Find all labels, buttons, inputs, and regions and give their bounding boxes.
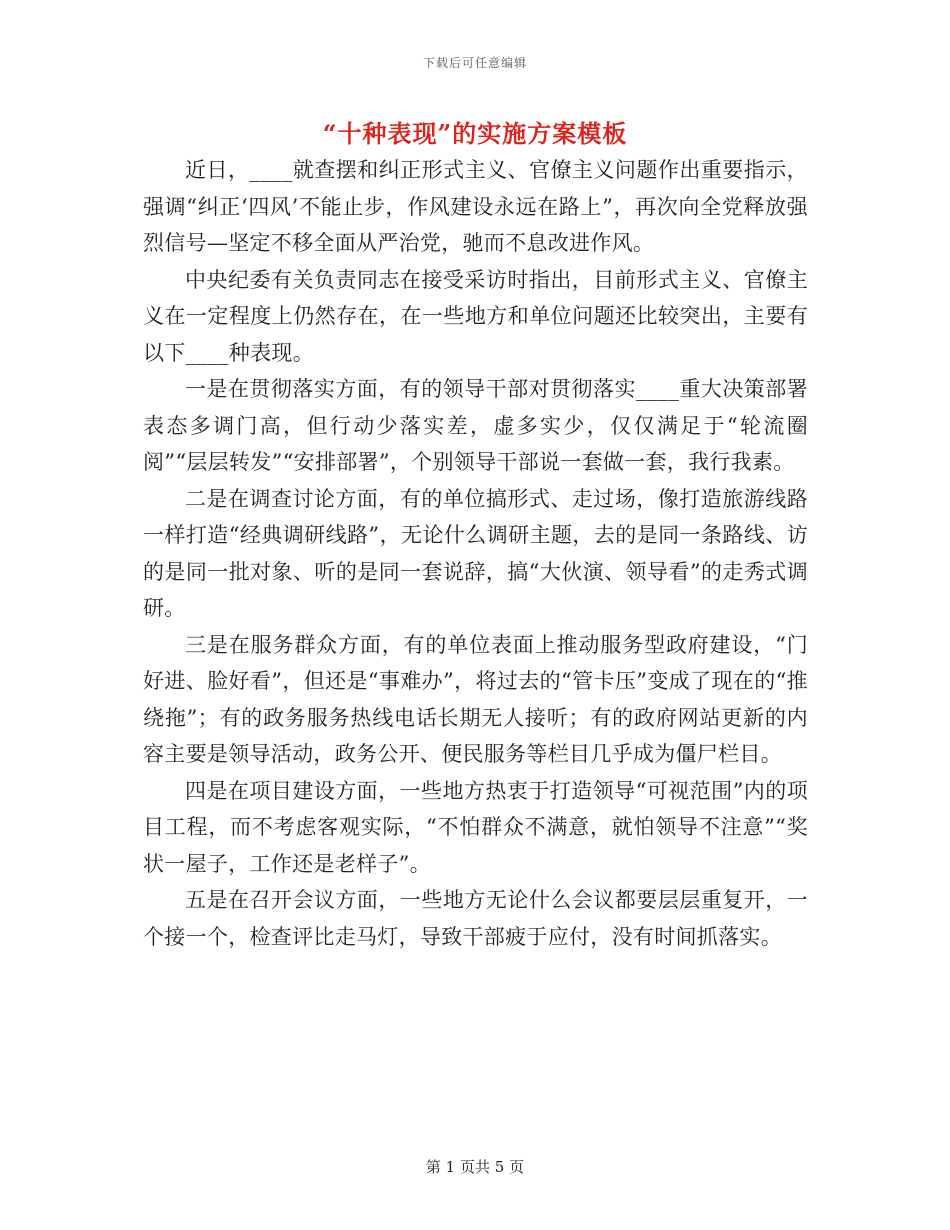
document-body	[143, 152, 808, 955]
paragraph-point-4: 四是在项目建设方面，一些地方热衷于打造领导“可视范围”内的项目工程，而不考虑客观实际，“不怕群众不满意，就怕领导不注意”“奖状一屋子，工作还是老样子”。	[143, 778, 808, 876]
paragraph-point-3: 三是在服务群众方面，有的单位表面上推动服务型政府建设，“门好进、脸好看”，但还是“事难办”，将过去的“管卡压”变成了现在的“推绕拖”；有的政务服务热线电话长期无人接听；有的政府网站更新的内容主要是领导活动，政务公开、便民服务等栏目几乎成为僵尸栏目。	[143, 632, 808, 766]
page-header-note: 下载后可任意编辑	[422, 56, 527, 70]
paragraph-overview: 中央纪委有关负责同志在接受采访时指出，目前形式主义、官僚主义在一定程度上仍然存在，在一些地方和单位问题还比较突出，主要有以下____种表现。	[143, 267, 808, 365]
document-title: “十种表现”的实施方案模板	[322, 119, 628, 148]
paragraph-intro: 近日，____就查摆和纠正形式主义、官僚主义问题作出重要指示，强调“纠正‘四风’不能止步，作风建设永远在路上”，再次向全党释放强烈信号—坚定不移全面从严治党，驰而不息改进作风。	[143, 158, 808, 255]
paragraph-point-5: 五是在召开会议方面，一些地方无论什么会议都要层层重复开，一个接一个，检查评比走马灯，导致干部疲于应付，没有时间抓落实。	[143, 888, 808, 949]
paragraph-point-2: 二是在调查讨论方面，有的单位搞形式、走过场，像打造旅游线路一样打造“经典调研线路”，无论什么调研主题，去的是同一条路线、访的是同一批对象、听的是同一套说辞，搞“大伙演、领导看”的走秀式调研。	[143, 486, 808, 620]
page-number: 第 1 页共 5 页	[425, 1158, 525, 1176]
paragraph-point-1: 一是在贯彻落实方面，有的领导干部对贯彻落实____重大决策部署表态多调门高，但行动少落实差，虚多实少，仅仅满足于“轮流圈阅”“层层转发”“安排部署”，个别领导干部说一套做一套，我行我素。	[143, 377, 808, 474]
